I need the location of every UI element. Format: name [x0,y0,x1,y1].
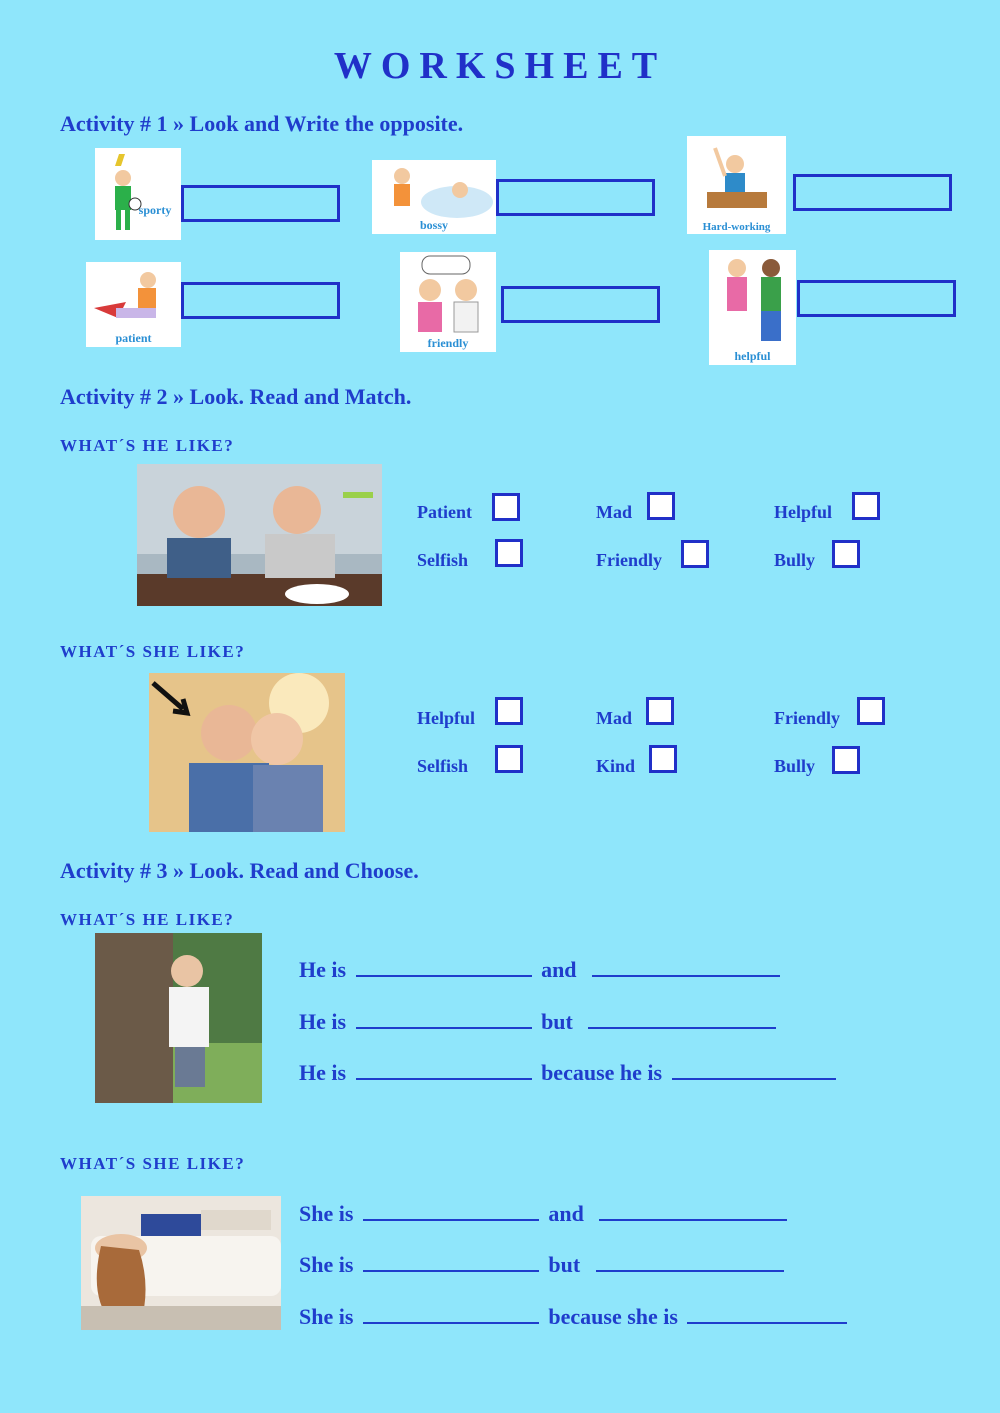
bossy-picture [372,160,496,234]
she-checkbox-6[interactable] [832,746,860,774]
she-sentence-3 [299,1302,847,1330]
he-option-label-3: Helpful [774,502,833,522]
activity1-heading: Activity # 1 » Look and Write the opposite. [60,111,464,136]
hard-working-caption: Hard-working [702,221,771,233]
bossy-caption: bossy [419,218,448,232]
he-checkbox-3[interactable] [852,492,880,520]
activity2-she-question: WHAT´S SHE LIKE? [60,642,246,661]
she-blank-3a[interactable] [363,1302,539,1324]
she-blank-2b[interactable] [596,1250,784,1272]
he-option-label-5: Friendly [596,550,662,570]
he-blank-2a[interactable] [356,1007,532,1029]
he-checkbox-4[interactable] [495,539,523,567]
he-option-label-6: Bully [774,550,816,570]
he-sentence-2-mid: but [541,1009,573,1034]
she-sentence-1-mid: and [548,1201,584,1226]
patient-caption: patient [115,331,152,345]
she-sentence-1 [299,1199,787,1227]
he-option-label-1: Patient [417,502,472,522]
page-title: WORKSHEET [333,45,667,87]
she-checkbox-5[interactable] [649,745,677,773]
hard-working-picture [687,136,786,234]
answer-box-helpful[interactable] [797,280,956,317]
he-sentence-1 [299,955,780,983]
he-option-label-2: Mad [596,502,632,522]
answer-box-friendly[interactable] [501,286,660,323]
she-sentence-2-start: She is [299,1252,354,1277]
sporty-picture [95,148,181,240]
he-checkbox-6[interactable] [832,540,860,568]
patient-picture [86,262,181,347]
boy-tree-photo [95,933,262,1103]
she-option-label-2: Mad [596,708,632,728]
girl-couch-photo [81,1196,281,1330]
friendly-picture [400,252,496,352]
friendly-caption: friendly [427,336,469,350]
activity3-he-question: WHAT´S HE LIKE? [60,910,235,929]
he-checkbox-5[interactable] [681,540,709,568]
she-option-label-5: Kind [596,756,636,776]
she-sentence-3-start: She is [299,1304,354,1329]
answer-box-hard-working[interactable] [793,174,952,211]
she-checkbox-3[interactable] [857,697,885,725]
boys-eating-photo [137,464,382,606]
helpful-caption: helpful [734,349,771,363]
he-sentence-3 [299,1058,836,1086]
answer-box-bossy[interactable] [496,179,655,216]
sporty-caption: sporty [138,203,172,217]
he-blank-1a[interactable] [356,955,532,977]
she-option-label-6: Bully [774,756,816,776]
helpful-picture [709,250,796,365]
he-sentence-1-start: He is [299,957,347,982]
he-blank-1b[interactable] [592,955,780,977]
activity2-he-question: WHAT´S HE LIKE? [60,436,235,455]
he-checkbox-2[interactable] [647,492,675,520]
he-sentence-3-mid: because he is [541,1060,663,1085]
she-sentence-2 [299,1250,784,1278]
she-sentence-2-mid: but [548,1252,581,1277]
answer-box-sporty[interactable] [181,185,340,222]
he-blank-3a[interactable] [356,1058,532,1080]
she-checkbox-1[interactable] [495,697,523,725]
answer-box-patient[interactable] [181,282,340,319]
she-blank-1b[interactable] [599,1199,787,1221]
he-sentence-1-mid: and [541,957,577,982]
he-sentence-2 [299,1007,776,1035]
she-option-label-1: Helpful [417,708,476,728]
activity3-she-question: WHAT´S SHE LIKE? [60,1154,246,1173]
he-sentence-2-start: He is [299,1009,347,1034]
he-checkbox-1[interactable] [492,493,520,521]
she-blank-1a[interactable] [363,1199,539,1221]
he-sentence-3-start: He is [299,1060,347,1085]
she-blank-2a[interactable] [363,1250,539,1272]
she-sentence-3-mid: because she is [548,1304,678,1329]
she-checkbox-4[interactable] [495,745,523,773]
she-option-label-3: Friendly [774,708,840,728]
she-option-label-4: Selfish [417,756,469,776]
she-blank-3b[interactable] [687,1302,847,1324]
he-blank-2b[interactable] [588,1007,776,1029]
she-checkbox-2[interactable] [646,697,674,725]
he-option-label-4: Selfish [417,550,469,570]
activity2-heading: Activity # 2 » Look. Read and Match. [60,384,412,409]
activity3-heading: Activity # 3 » Look. Read and Choose. [60,858,419,883]
girls-hugging-photo [149,673,345,832]
she-sentence-1-start: She is [299,1201,354,1226]
he-blank-3b[interactable] [672,1058,836,1080]
